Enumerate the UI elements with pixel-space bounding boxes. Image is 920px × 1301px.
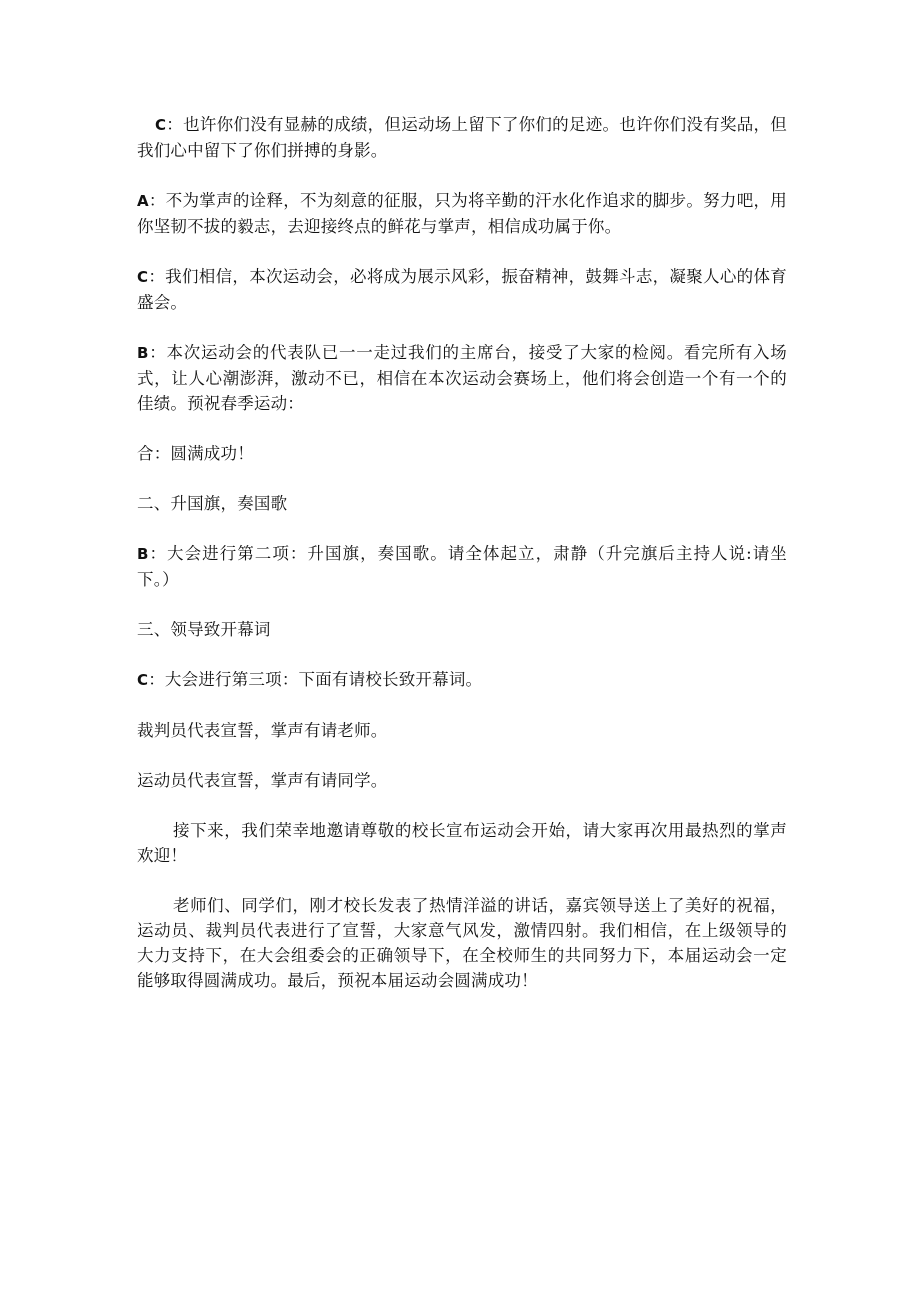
speaker-label: C xyxy=(137,268,149,286)
paragraph-b-flag xyxy=(137,541,787,592)
paragraph-text: 也许你们没有显赫的成绩，但运动场上留下了你们的足迹。也许你们没有奖品，但我们心中留下了你们拼搏的身影。 xyxy=(137,115,787,160)
paragraph-c-encouragement xyxy=(137,112,787,163)
paragraph-referee-oath: 裁判员代表宣誓，掌声有请老师。 xyxy=(137,721,388,740)
speaker-separator: ： xyxy=(148,191,166,210)
document-body xyxy=(137,112,787,993)
paragraph-c-principal xyxy=(137,667,787,693)
paragraph-c-belief xyxy=(137,264,787,315)
speaker-separator: ： xyxy=(148,544,168,563)
paragraph-announce-start: 接下来，我们荣幸地邀请尊敬的校长宣布运动会开始，请大家再次用最热烈的掌声欢迎！ xyxy=(137,821,787,865)
speaker-label: B xyxy=(137,344,149,362)
paragraph-text: 大会进行第三项：下面有请校长致开幕词。 xyxy=(164,670,483,689)
paragraph-text: 不为掌声的诠释，不为刻意的征服，只为将辛勤的汗水化作追求的脚步。努力吧，用你坚韧不拔的毅志，去迎接终点的鲜花与掌声，相信成功属于你。 xyxy=(137,191,787,236)
speaker-label: C xyxy=(137,671,149,689)
paragraph-text: 我们相信，本次运动会，必将成为展示风彩，振奋精神，鼓舞斗志，凝聚人心的体育盛会。 xyxy=(137,267,787,312)
speaker-label: A xyxy=(137,192,149,210)
section-heading-opening-speech: 三、领导致开幕词 xyxy=(137,620,271,639)
paragraph-b-parade xyxy=(137,340,787,416)
paragraph-text: 大会进行第二项：升国旗，奏国歌。请全体起立，肃静（升完旗后主持人说:请坐下。） xyxy=(137,544,787,589)
speaker-separator: ： xyxy=(148,343,167,362)
speaker-separator: ： xyxy=(148,670,165,689)
paragraph-text: 本次运动会的代表队已一一走过我们的主席台，接受了大家的检阅。看完所有入场式，让人心潮澎湃，激动不已，相信在本次运动会赛场上，他们将会创造一个有一个的佳绩。预祝春季运动： xyxy=(137,343,788,413)
paragraph-a-effort xyxy=(137,188,787,239)
speaker-label: C xyxy=(155,116,167,134)
paragraph-chorus: 合：圆满成功！ xyxy=(137,444,254,463)
paragraph-closing: 老师们、同学们，刚才校长发表了热情洋溢的讲话，嘉宾领导送上了美好的祝福，运动员、裁判员代表进行了宣誓，大家意气风发，激情四射。我们相信，在上级领导的大力支持下，在大会组委会的正确领导下，在全校师生的共同努力下，本届运动会一定能够取得圆满成功。最后，预祝本届运动会圆满成功！ xyxy=(137,896,787,990)
speaker-separator: ： xyxy=(148,267,166,286)
paragraph-athlete-oath: 运动员代表宣誓，掌声有请同学。 xyxy=(137,771,388,790)
speaker-separator: ： xyxy=(166,115,184,134)
speaker-label: B xyxy=(137,545,149,563)
section-heading-flag: 二、升国旗，奏国歌 xyxy=(137,494,288,513)
